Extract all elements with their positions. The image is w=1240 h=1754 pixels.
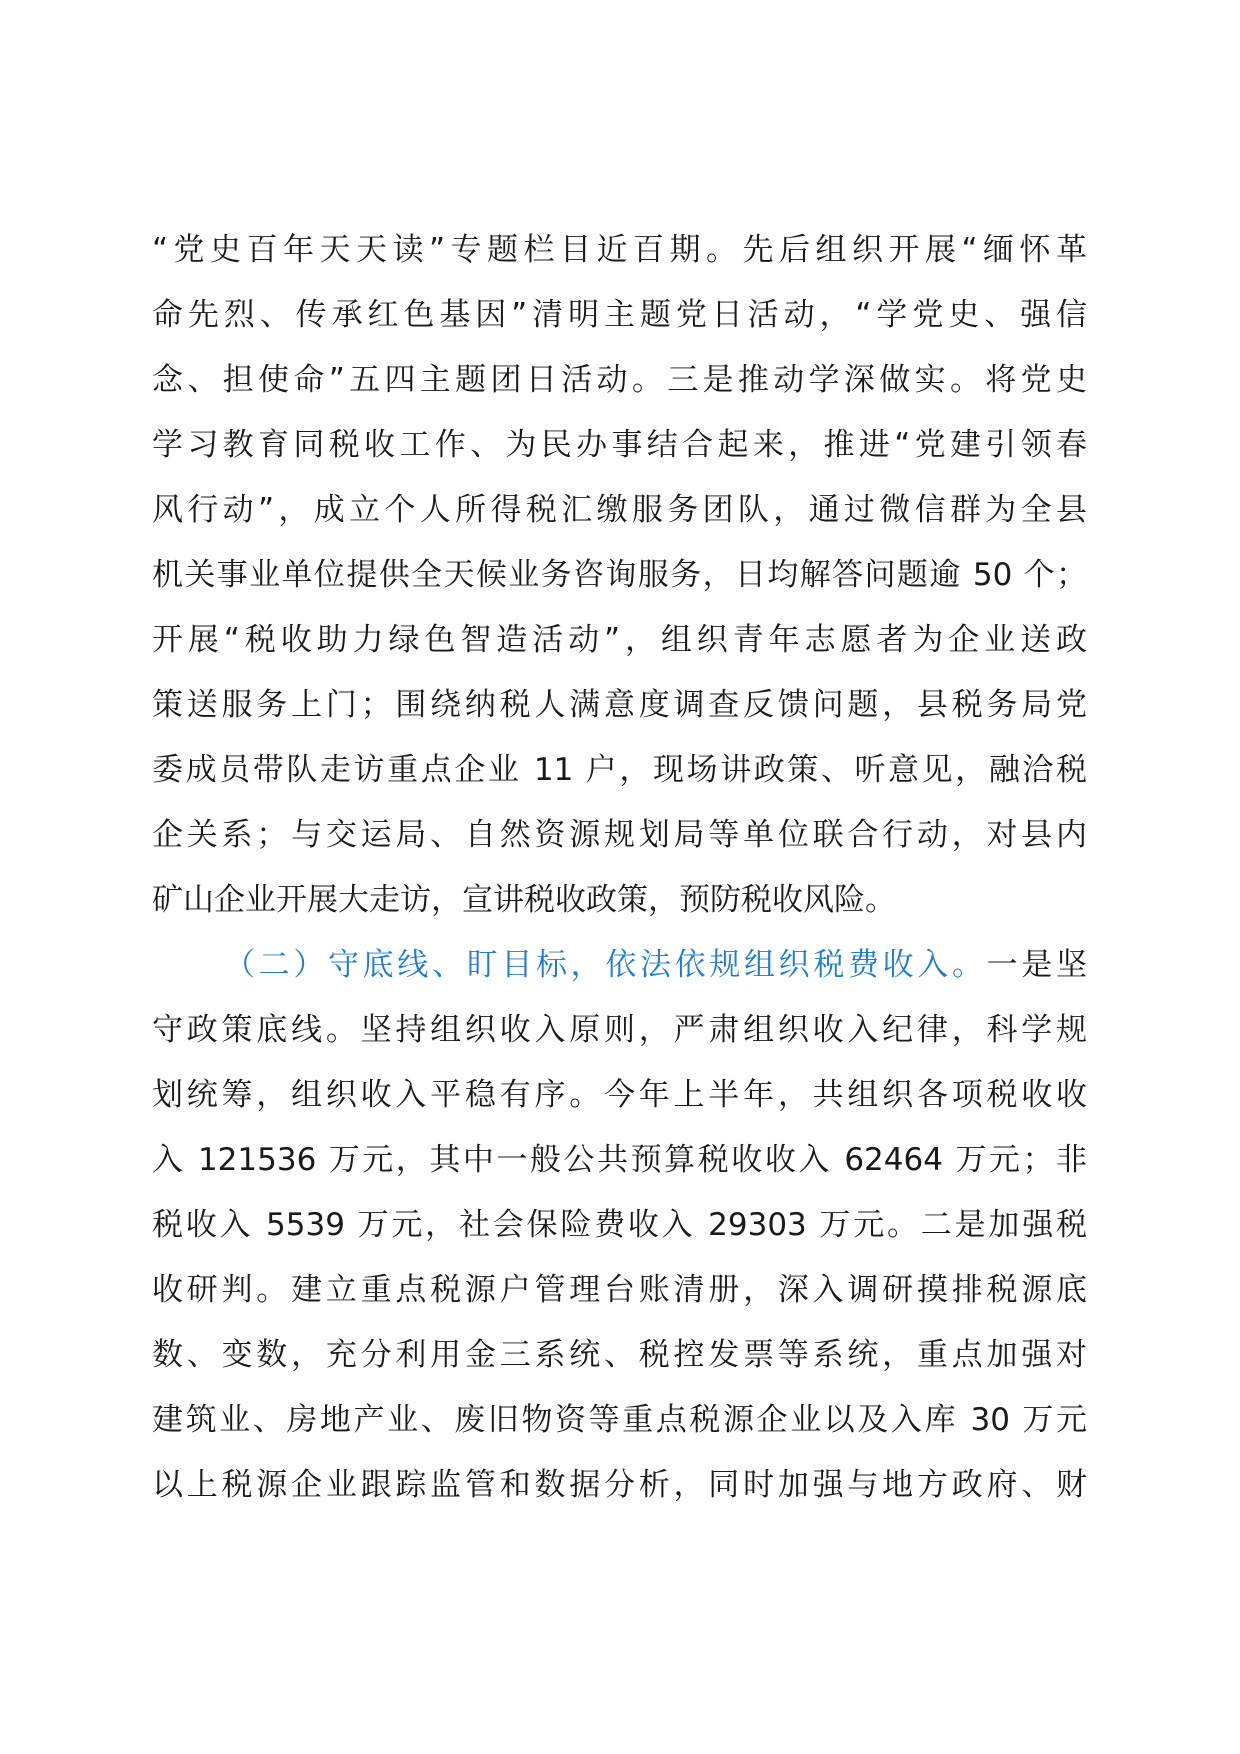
text-line: 风行动”，成立个人所得税汇缴服务团队，通过微信群为全县 (152, 492, 1087, 528)
text-line: 念、担使命”五四主题团日活动。三是推动学深做实。将党史 (152, 362, 1087, 398)
text-line: 开展“税收助力绿色智造活动”，组织青年志愿者为企业送政 (152, 622, 1087, 658)
text-line: 税收入 5539 万元，社会保险费收入 29303 万元。二是加强税 (152, 1207, 1087, 1243)
text-line: 划统筹，组织收入平稳有序。今年上半年，共组织各项税收收 (152, 1077, 1087, 1113)
text-line: 命先烈、传承红色基因”清明主题党日活动，“学党史、强信 (152, 297, 1087, 333)
text-line: 企关系；与交运局、自然资源规划局等单位联合行动，对县内 (152, 817, 1087, 853)
text-line: 委成员带队走访重点企业 11 户，现场讲政策、听意见，融洽税 (152, 752, 1087, 788)
text-line: 入 121536 万元，其中一般公共预算税收收入 62464 万元；非 (152, 1142, 1087, 1178)
text-line: 学习教育同税收工作、为民办事结合起来，推进“党建引领春 (152, 427, 1087, 463)
text-line: “党史百年天天读”专题栏目近百期。先后组织开展“缅怀革 (152, 232, 1087, 268)
section-heading: （二）守底线、盯目标，依法依规组织税费收入。 (224, 947, 987, 983)
text-line: 建筑业、房地产业、废旧物资等重点税源企业以及入库 30 万元 (152, 1402, 1087, 1438)
text-line: 策送服务上门；围绕纳税人满意度调查反馈问题，县税务局党 (152, 687, 1087, 723)
paragraph-2 (152, 933, 1087, 1518)
text-line: 守政策底线。坚持组织收入原则，严肃组织收入纪律，科学规 (152, 1012, 1087, 1048)
text-fragment: 一是坚 (986, 947, 1088, 983)
text-line: 机关事业单位提供全天候业务咨询服务，日均解答问题逾 50 个； (152, 557, 1087, 593)
text-line: 数、变数，充分利用金三系统、税控发票等系统，重点加强对 (152, 1337, 1087, 1373)
text-line: 矿山企业开展大走访，宣讲税收政策，预防税收风险。 (152, 882, 896, 918)
paragraph-1 (152, 218, 1087, 933)
text-line: 以上税源企业跟踪监管和数据分析，同时加强与地方政府、财 (152, 1467, 1087, 1503)
paragraph-first-line (152, 933, 1087, 998)
text-line: 收研判。建立重点税源户管理台账清册，深入调研摸排税源底 (152, 1272, 1087, 1308)
document-body (152, 218, 1087, 1518)
